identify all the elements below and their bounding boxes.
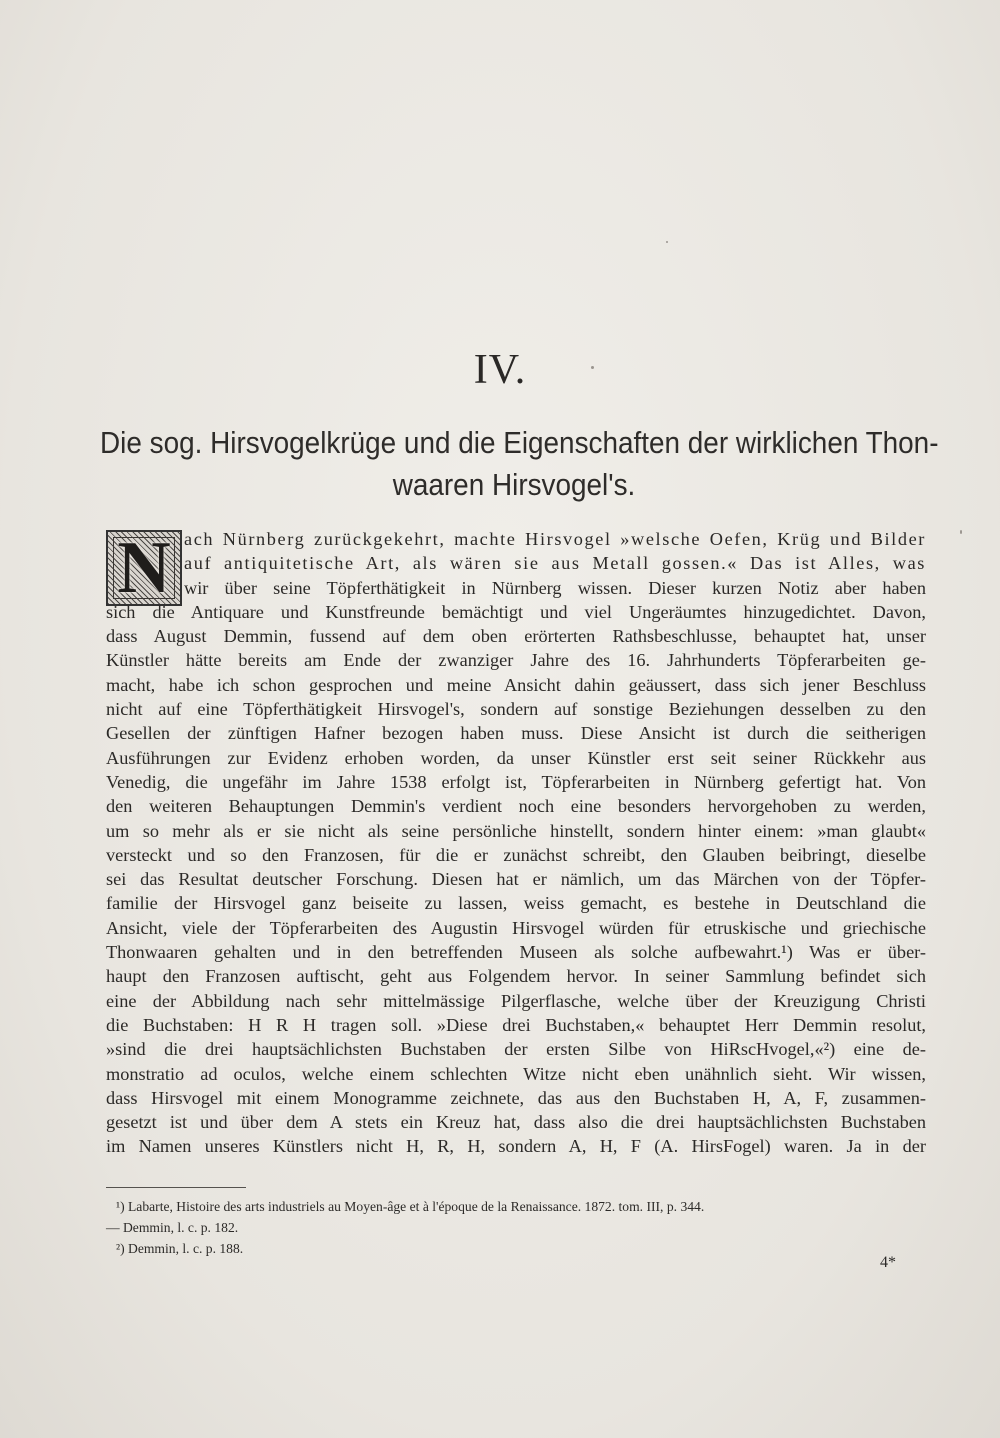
body-line: Thonwaaren gehalten und in den betreffenden Museen als solche aufbewahrt.¹) Was er über-	[106, 942, 926, 963]
footnote-1-continuation: — Demmin, l. c. p. 182.	[106, 1220, 239, 1235]
chapter-title-line-1: Die sog. Hirsvogelkrüge und die Eigenschaften der wirklichen Thon-	[100, 425, 939, 460]
body-line: nicht auf eine Töpferthätigkeit Hirsvogel's, sondern auf sonstige Beziehungen desselben zu den	[106, 699, 926, 720]
body-line: Künstler hätte bereits am Ende der zwanziger Jahre des 16. Jahrhunderts Töpferarbeiten ge-	[106, 650, 926, 671]
initial-letter: N	[117, 526, 171, 609]
body-line: um so mehr als er sie nicht als seine persönliche hinstellt, sondern hinter einem: »man glaubt«	[106, 820, 926, 841]
paper-speck	[960, 530, 962, 534]
body-line: eine der Abbildung nach sehr mittelmässige Pilgerflasche, welche über der Kreuzigung Christi	[106, 990, 926, 1011]
page-number: 4*	[880, 1254, 896, 1271]
footnote-separator	[106, 1187, 246, 1188]
body-line: dass Hirsvogel mit einem Monogramme zeichnete, das aus den Buchstaben H, A, F, zusammen-	[106, 1087, 926, 1108]
body-line: versteckt und so den Franzosen, für die er zunächst schreibt, den Glauben beibringt, dieselbe	[106, 844, 926, 865]
body-line: ach Nürnberg zurückgekehrt, machte Hirsvogel »welsche Oefen, Krüg und Bilder	[184, 529, 926, 549]
body-line: familie der Hirsvogel ganz beiseite zu lassen, weiss gemacht, es bestehe in Deutschland die	[106, 893, 926, 914]
paper-speck	[666, 241, 668, 243]
chapter-number: IV.	[473, 347, 527, 393]
paper-speck	[591, 366, 594, 369]
chapter-title	[100, 422, 939, 506]
body-line: »sind die drei hauptsächlichsten Buchstaben der ersten Silbe von HiRscHvogel,«²) eine de-	[106, 1039, 926, 1060]
footnote-2: ²) Demmin, l. c. p. 188.	[116, 1241, 244, 1256]
body-line: Ansicht, viele der Töpferarbeiten des Augustin Hirsvogel würden für etruskische und griechische	[106, 917, 926, 938]
body-line: wir über seine Töpferthätigkeit in Nürnberg wissen. Dieser kurzen Notiz aber haben	[184, 577, 926, 598]
body-line: sei das Resultat deutscher Forschung. Diesen hat er nämlich, um das Märchen von der Töpfer-	[106, 869, 926, 890]
body-line: Venedig, die ungefähr im Jahre 1538 erfolgt ist, Töpferarbeiten in Nürnberg gefertigt hat. Von	[106, 771, 926, 792]
body-line: Ausführungen zur Evidenz erhoben worden, da unser Künstler erst seit seiner Rückkehr aus	[106, 747, 926, 768]
body-line: gesetzt ist und über dem A stets ein Kreuz hat, dass also die drei hauptsächlichsten Buchstaben	[106, 1112, 926, 1133]
body-line: haupt den Franzosen auftischt, geht aus Folgendem hervor. In seiner Sammlung befindet sich	[106, 966, 926, 987]
body-line: auf antiquitetische Art, als wären sie aus Metall gossen.« Das ist Alles, was	[184, 553, 926, 574]
body-line: im Namen unseres Künstlers nicht H, R, H, sondern A, H, F (A. HirsFogel) waren. Ja in der	[106, 1136, 926, 1157]
body-line: dass August Demmin, fussend auf dem oben erörterten Rathsbeschlusse, behauptet hat, unser	[106, 626, 926, 647]
chapter-title-line-2: waaren Hirsvogel's.	[392, 467, 636, 502]
body-line: die Buchstaben: H R H tragen soll. »Diese drei Buchstaben,« behauptet Herr Demmin resolut,	[106, 1014, 926, 1035]
body-line: sich die Antiquare und Kunstfreunde bemächtigt und viel Ungeräumtes hinzugedichtet. Davon,	[106, 601, 926, 622]
body-text	[106, 527, 926, 1159]
footnotes	[106, 1196, 936, 1259]
body-line: den weiteren Behauptungen Demmin's verdient noch eine besonders hervorgehoben zu werden,	[106, 796, 926, 817]
body-line: Gesellen der zünftigen Hafner bezogen haben muss. Diese Ansicht ist durch die seitherigen	[106, 723, 926, 744]
body-line: monstratio ad oculos, welche einem schlechten Witze nicht eben unähnlich sieht. Wir wissen,	[106, 1063, 926, 1084]
footnote-1: ¹) Labarte, Histoire des arts industriels au Moyen-âge et à l'époque de la Renaissance. 1872. tom. III, p. 344.	[116, 1199, 705, 1214]
body-line: macht, habe ich schon gesprochen und meine Ansicht dahin geäussert, dass sich jener Beschluss	[106, 674, 926, 695]
